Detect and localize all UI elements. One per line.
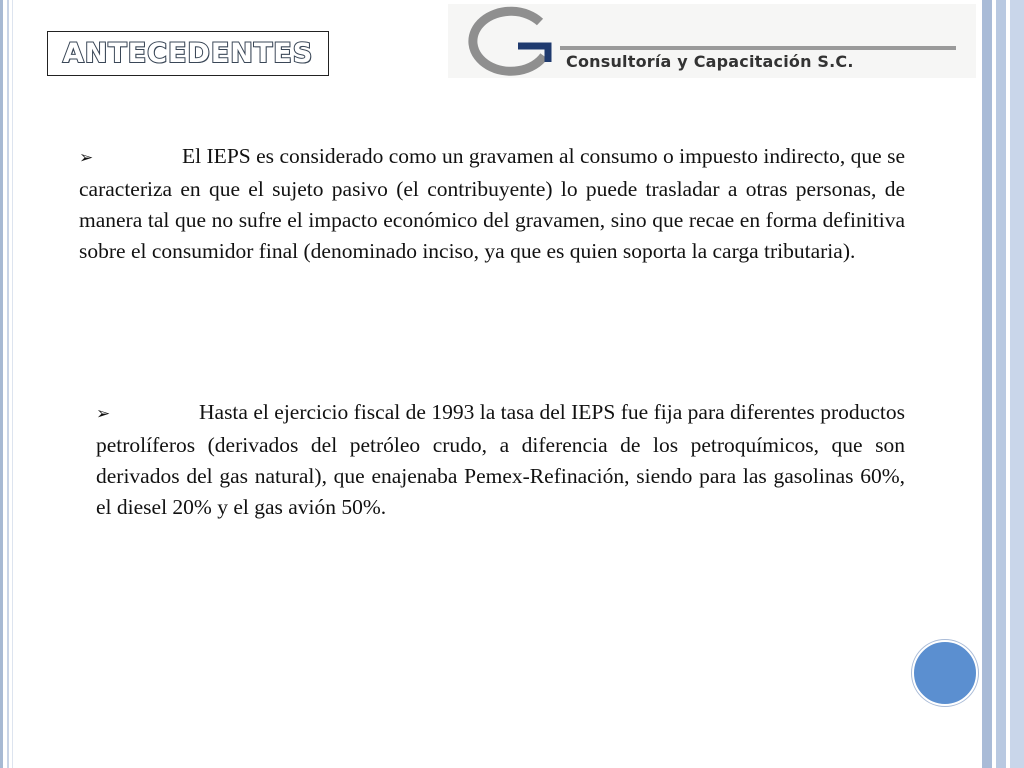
paragraph-1-text: El IEPS es considerado como un gravamen al consumo o impuesto indirecto, que se caracteriza en que el sujeto pasivo (el contribuyente) lo puede trasladar a otras personas, de manera tal que no sufre el impacto económico del gravamen, sino que recae en forma definitiva sobre el consumidor final (denominado inciso, ya que es quien soporta la carga tributaria). bbox=[79, 144, 905, 263]
arrow-bullet-icon: ➢ bbox=[96, 404, 111, 424]
logo-mark-text: va bbox=[522, 37, 535, 52]
slide-title: ANTECEDENTES bbox=[62, 38, 314, 69]
right-border-stripe bbox=[1010, 0, 1024, 768]
right-border-stripe bbox=[996, 0, 1006, 768]
right-border-stripe bbox=[982, 0, 992, 768]
left-border-stripe bbox=[7, 0, 9, 768]
company-name: Consultoría y Capacitación S.C. bbox=[566, 52, 854, 71]
company-logo bbox=[448, 4, 976, 78]
left-border-stripe bbox=[12, 0, 13, 768]
left-border-stripe bbox=[0, 0, 3, 768]
paragraph-1 bbox=[79, 141, 905, 267]
paragraph-2-text: Hasta el ejercicio fiscal de 1993 la tasa del IEPS fue fija para diferentes productos petrolíferos (derivados del petróleo crudo, a diferencia de los petroquímicos, que son derivados del gas natural), que enajenaba Pemex-Refinación, siendo para las gasolinas 60%, el diesel 20% y el gas avión 50%. bbox=[96, 400, 905, 519]
paragraph-2 bbox=[96, 397, 905, 523]
arrow-bullet-icon: ➢ bbox=[79, 148, 94, 168]
decorative-circle bbox=[912, 640, 978, 706]
slide-title-box bbox=[47, 31, 329, 76]
